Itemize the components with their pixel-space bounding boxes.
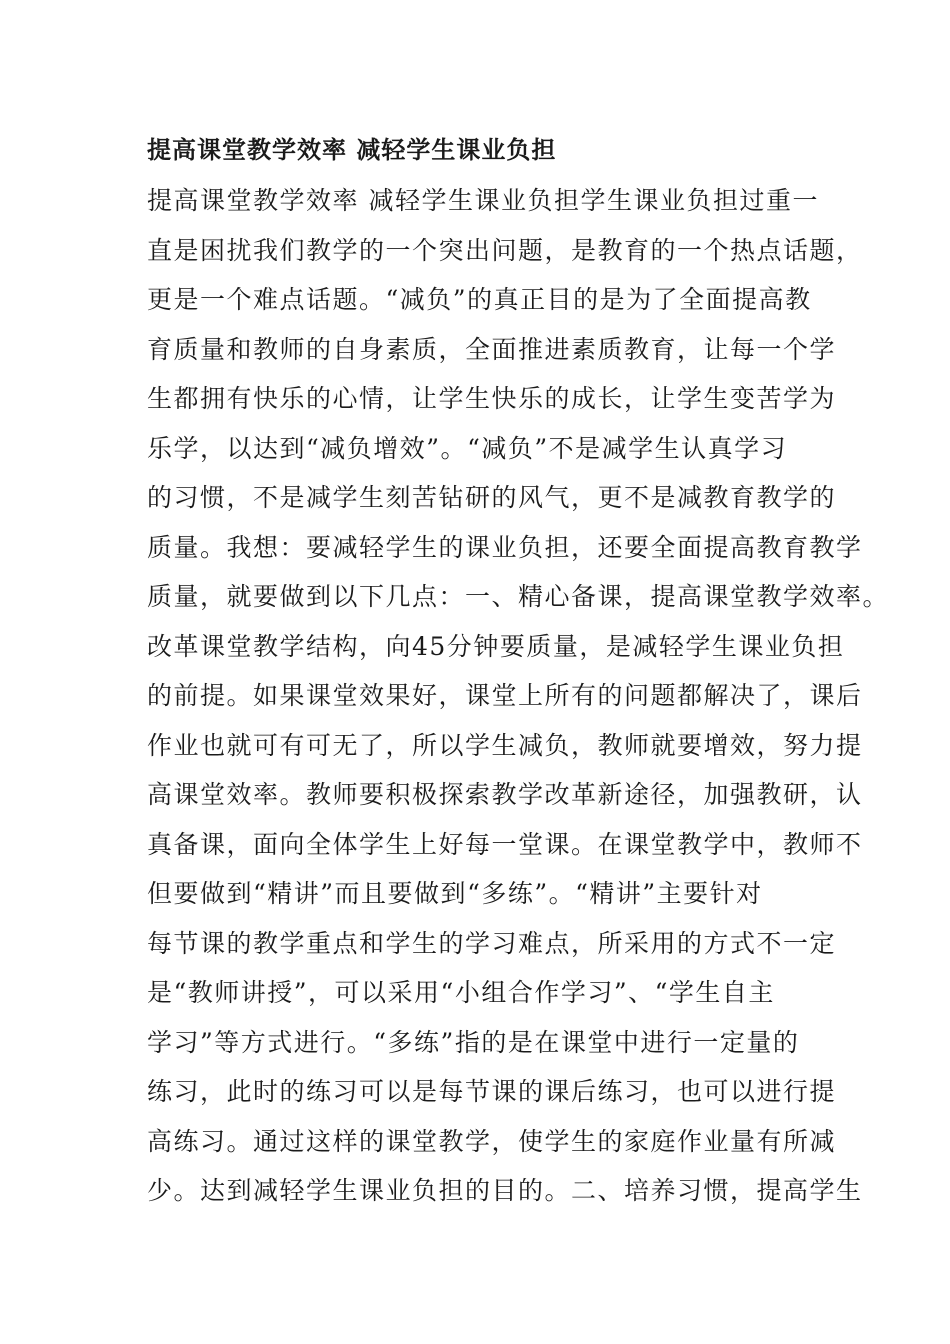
body-line: 质量。我想：要减轻学生的课业负担，还要全面提高教育教学: [147, 532, 863, 562]
body-line: 生都拥有快乐的心情，让学生快乐的成长，让学生变苦学为: [147, 384, 837, 413]
body-line: 练习，此时的练习可以是每节课的课后练习，也可以进行提: [147, 1077, 837, 1106]
document-title: 提高课堂教学效率 减轻学生课业负担: [147, 135, 557, 164]
body-line: 高课堂效率。教师要积极探索教学改革新途径，加强教研，认: [147, 780, 863, 809]
body-line: 育质量和教师的自身素质，全面推进素质教育，让每一个学: [147, 334, 837, 364]
body-line: 但要做到“精讲”而且要做到“多练”。“精讲”主要针对: [147, 879, 763, 908]
body-line: 的习惯，不是减学生刻苦钻研的风气，更不是减教育教学的: [147, 483, 837, 512]
body-line: 更是一个难点话题。“减负”的真正目的是为了全面提高教: [147, 285, 812, 314]
body-line: 每节课的教学重点和学生的学习难点，所采用的方式不一定: [147, 928, 837, 958]
body-line: 是“教师讲授”，可以采用“小组合作学习”、“学生自主: [147, 978, 775, 1007]
body-line: 真备课，面向全体学生上好每一堂课。在课堂教学中，教师不: [147, 829, 863, 859]
body-line: 少。达到减轻学生课业负担的目的。二、培养习惯，提高学生: [147, 1176, 863, 1205]
body-line: 提高课堂教学效率 减轻学生课业负担学生课业负担过重一: [147, 186, 819, 215]
body-line: 乐学，以达到“减负增效”。“减负”不是减学生认真学习: [147, 433, 788, 463]
body-line: 高练习。通过这样的课堂教学，使学生的家庭作业量有所减: [147, 1126, 837, 1156]
document-body: [147, 176, 890, 1216]
body-line: 的前提。如果课堂效果好，课堂上所有的问题都解决了，课后: [147, 681, 863, 710]
body-line: 质量，就要做到以下几点：一、精心备课，提高课堂教学效率。: [147, 582, 890, 611]
body-line: 直是困扰我们教学的一个突出问题，是教育的一个热点话题，: [147, 235, 863, 265]
body-line: 作业也就可有可无了，所以学生减负，教师就要增效，努力提: [147, 730, 863, 760]
body-line: 学习”等方式进行。“多练”指的是在课堂中进行一定量的: [147, 1027, 800, 1057]
body-line: 改革课堂教学结构，向45分钟要质量，是减轻学生课业负担: [147, 631, 845, 661]
